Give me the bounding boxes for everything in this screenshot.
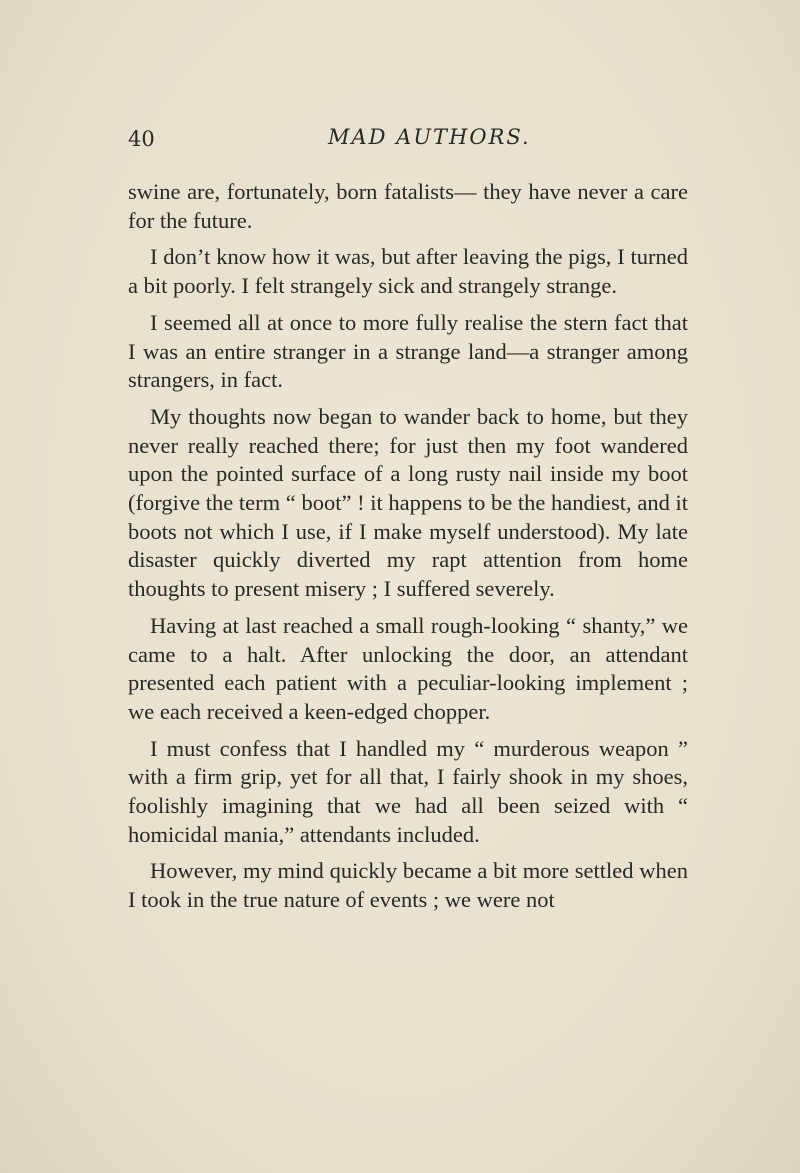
paragraph: I don’t know how it was, but after leaving the pigs, I turned a bit poorly. I felt strangely sick and strangely strange.: [128, 244, 688, 299]
running-title: MAD AUTHORS.: [328, 125, 531, 149]
paragraph: However, my mind quickly became a bit more settled when I took in the true nature of events ; we were not: [128, 858, 688, 913]
paragraph: I must confess that I handled my “ murderous weapon ” with a firm grip, yet for all that, I fairly shook in my shoes, foolishly imagining that we had all been seized with “ homicidal mania,” attendants included.: [128, 735, 688, 847]
body-text: [128, 178, 688, 923]
paragraph-continued: swine are, fortunately, born fatalists— they have never a care for the future.: [128, 179, 688, 233]
paragraph: Having at last reached a small rough-looking “ shanty,” we came to a halt. After unlocking the door, an attendant presented each patient with a peculiar-looking implement ; we each received a keen-edged chopper.: [128, 612, 688, 724]
paragraph: My thoughts now began to wander back to home, but they never really reached there; for just then my foot wandered upon the pointed surface of a long rusty nail inside my boot (forgive the term “ boot” ! it happens to be the handiest, and it boots not which I use, if I make myself understood). My late disaster quickly diverted my rapt attention from home thoughts to present misery ; I suffered severely.: [128, 403, 688, 602]
paragraph: I seemed all at once to more fully realise the stern fact that I was an entire stranger in a strange land—a stranger among strangers, in fact.: [128, 309, 688, 393]
running-head: [128, 125, 688, 155]
page-number: 40: [128, 127, 155, 151]
